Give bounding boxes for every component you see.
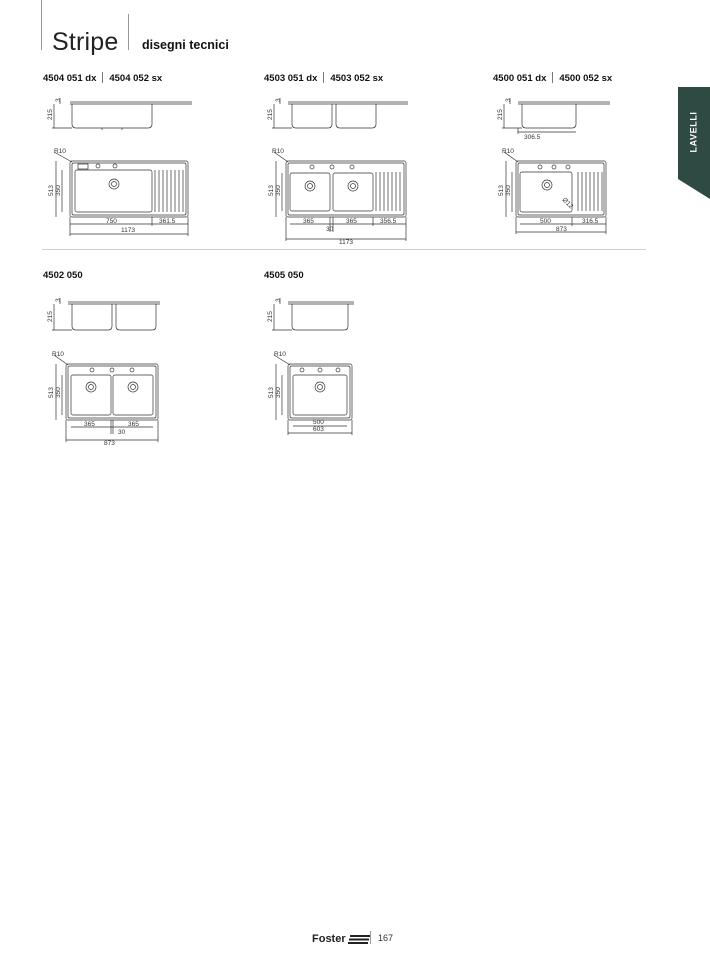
model-heading-4502: 4502 050 [43, 270, 83, 281]
dim-3: 3 [55, 98, 62, 102]
section-drawing-4505 [262, 290, 372, 338]
dim-total-w: 1173 [121, 227, 135, 234]
model-code-sx: 4500 052 sx [559, 73, 613, 84]
model-code-dx: 4503 051 dx [264, 73, 318, 84]
dim-inner-h: 350 [275, 185, 282, 196]
dim-total-w: 873 [104, 440, 115, 447]
dim-bowl1-w: 365 [303, 218, 314, 225]
title-left-rule [41, 0, 42, 50]
dim-bowl-w: 750 [106, 218, 117, 225]
model-code-sx: 4503 052 sx [330, 73, 384, 84]
dim-215: 215 [497, 109, 504, 120]
plan-drawing-4502 [42, 350, 172, 446]
dim-215: 215 [267, 109, 274, 120]
dim-3: 3 [505, 98, 512, 102]
section-drawing-4500 [492, 92, 622, 142]
dim-outer-h: 513 [48, 387, 55, 398]
dim-gap: 30 [118, 429, 126, 436]
model-code-dx: 4500 051 dx [493, 73, 547, 84]
dim-radius: R10 [502, 148, 514, 155]
page-number: 167 [378, 933, 394, 943]
model-heading-4505: 4505 050 [264, 270, 304, 281]
dim-215: 215 [47, 109, 54, 120]
model-code-sx: 4504 052 sx [109, 73, 163, 84]
section-tab[interactable] [678, 87, 710, 199]
brand-stripes-icon [348, 935, 370, 944]
dim-total-w: 1173 [339, 239, 353, 246]
dim-drainer-w: 356.5 [380, 218, 397, 225]
model-separator [102, 72, 103, 83]
dim-3: 3 [55, 298, 62, 302]
page-subtitle: disegni tecnici [142, 38, 229, 52]
dim-total-w: 873 [556, 226, 567, 233]
dim-215: 215 [47, 311, 54, 322]
dim-bowl2-w: 365 [346, 218, 357, 225]
tab-label: LAVELLI [689, 111, 699, 153]
brand-name: Foster [312, 933, 346, 945]
dim-3: 3 [275, 98, 282, 102]
dim-radius: R10 [274, 351, 286, 358]
footer-separator [370, 931, 371, 944]
dim-inner-h: 350 [275, 387, 282, 398]
dim-bowl2-w: 365 [128, 421, 139, 428]
dim-outer-h: 513 [268, 185, 275, 196]
section-drawing-4503 [262, 92, 422, 136]
model-code-dx: 4504 051 dx [43, 73, 97, 84]
dim-inner-h: 350 [505, 185, 512, 196]
section-drawing-4504 [42, 92, 202, 136]
dim-diag: Ø12 [560, 196, 575, 211]
dim-306: 306.5 [524, 134, 541, 141]
plan-drawing-4503 [262, 148, 422, 244]
dim-total-w: 603 [313, 426, 324, 433]
plan-drawing-4500 [492, 148, 622, 238]
model-heading-4500 [493, 72, 612, 84]
plan-drawing-4505 [262, 350, 372, 440]
dim-radius: R10 [272, 148, 284, 155]
dim-215: 215 [267, 311, 274, 322]
dim-outer-h: 513 [48, 185, 55, 196]
dim-drainer-w: 361.5 [159, 218, 176, 225]
dim-radius: R10 [52, 351, 64, 358]
model-separator [323, 72, 324, 83]
dim-outer-h: 513 [268, 387, 275, 398]
dim-inner-h: 350 [55, 185, 62, 196]
model-heading-4504 [43, 72, 162, 84]
dim-radius: R10 [54, 148, 66, 155]
model-separator [552, 72, 553, 83]
model-heading-4503 [264, 72, 383, 84]
dim-bowl-w: 500 [313, 419, 324, 426]
dim-inner-h: 350 [55, 387, 62, 398]
section-drawing-4502 [42, 290, 172, 338]
brand-logo [312, 933, 370, 945]
section-divider [42, 249, 646, 250]
dim-bowl-w: 500 [540, 218, 551, 225]
dim-drainer-w: 316.5 [582, 218, 599, 225]
dim-bowl1-w: 365 [84, 421, 95, 428]
dim-3: 3 [275, 298, 282, 302]
dim-gap: 30 [326, 226, 334, 233]
dim-outer-h: 513 [498, 185, 505, 196]
page-title: Stripe [52, 28, 119, 56]
title-separator [128, 14, 129, 50]
plan-drawing-4504 [42, 148, 202, 238]
